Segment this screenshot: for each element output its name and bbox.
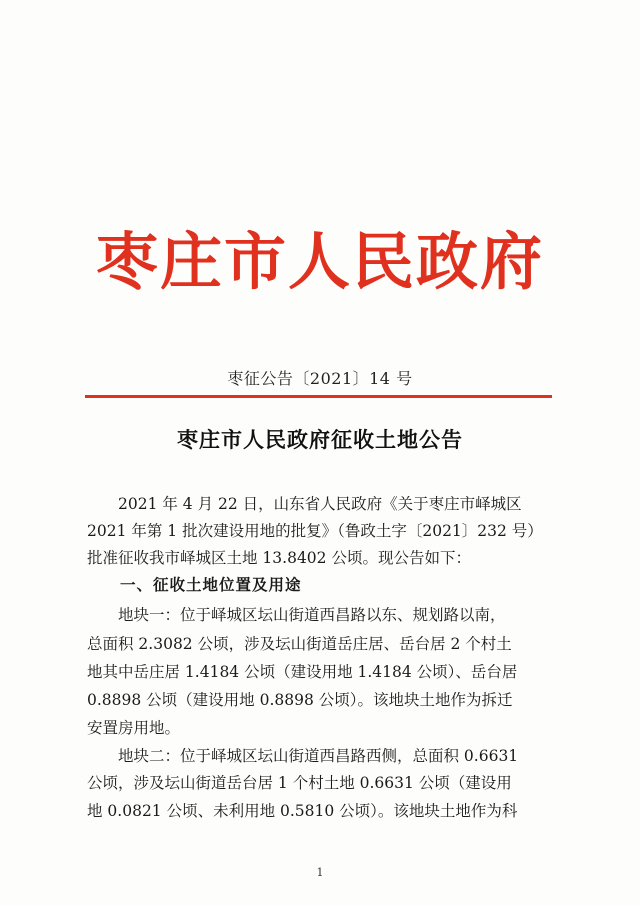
body-line: 地块一：位于峄城区坛山街道西昌路以东、规划路以南， xyxy=(87,606,506,624)
section-heading: 一、征收土地位置及用途 xyxy=(87,575,302,594)
body-line: 2021 年 4 月 22 日，山东省人民政府《关于枣庄市峄城区 xyxy=(87,495,522,513)
body-line: 安置房用地。 xyxy=(87,719,181,737)
document-title: 枣庄市人民政府征收土地公告 xyxy=(177,427,463,452)
body-line: 0.8898 公顷（建设用地 0.8898 公顷）。该地块土地作为拆迁 xyxy=(87,691,513,709)
red-divider-line xyxy=(85,395,552,398)
body-line: 总面积 2.3082 公顷，涉及坛山街道岳庄居、岳台居 2 个村土 xyxy=(87,635,512,653)
body-line: 批准征收我市峄城区土地 13.8402 公顷。现公告如下： xyxy=(87,549,471,567)
body-line: 地 0.0821 公顷、未利用地 0.5810 公顷）。该地块土地作为科 xyxy=(87,802,518,820)
document-number: 枣征公告〔2021〕14 号 xyxy=(227,369,413,388)
body-line: 2021 年第 1 批次建设用地的批复》（鲁政土字〔2021〕232 号） xyxy=(87,522,543,540)
body-line: 地块二：位于峄城区坛山街道西昌路西侧，总面积 0.6631 xyxy=(87,747,519,765)
page-number: 1 xyxy=(316,866,324,879)
government-masthead: 枣庄市人民政府 xyxy=(95,225,544,298)
body-line: 公顷，涉及坛山街道岳台居 1 个村土地 0.6631 公顷（建设用 xyxy=(87,774,512,792)
body-line: 地其中岳庄居 1.4184 公顷（建设用地 1.4184 公顷）、岳台居 xyxy=(87,663,518,681)
